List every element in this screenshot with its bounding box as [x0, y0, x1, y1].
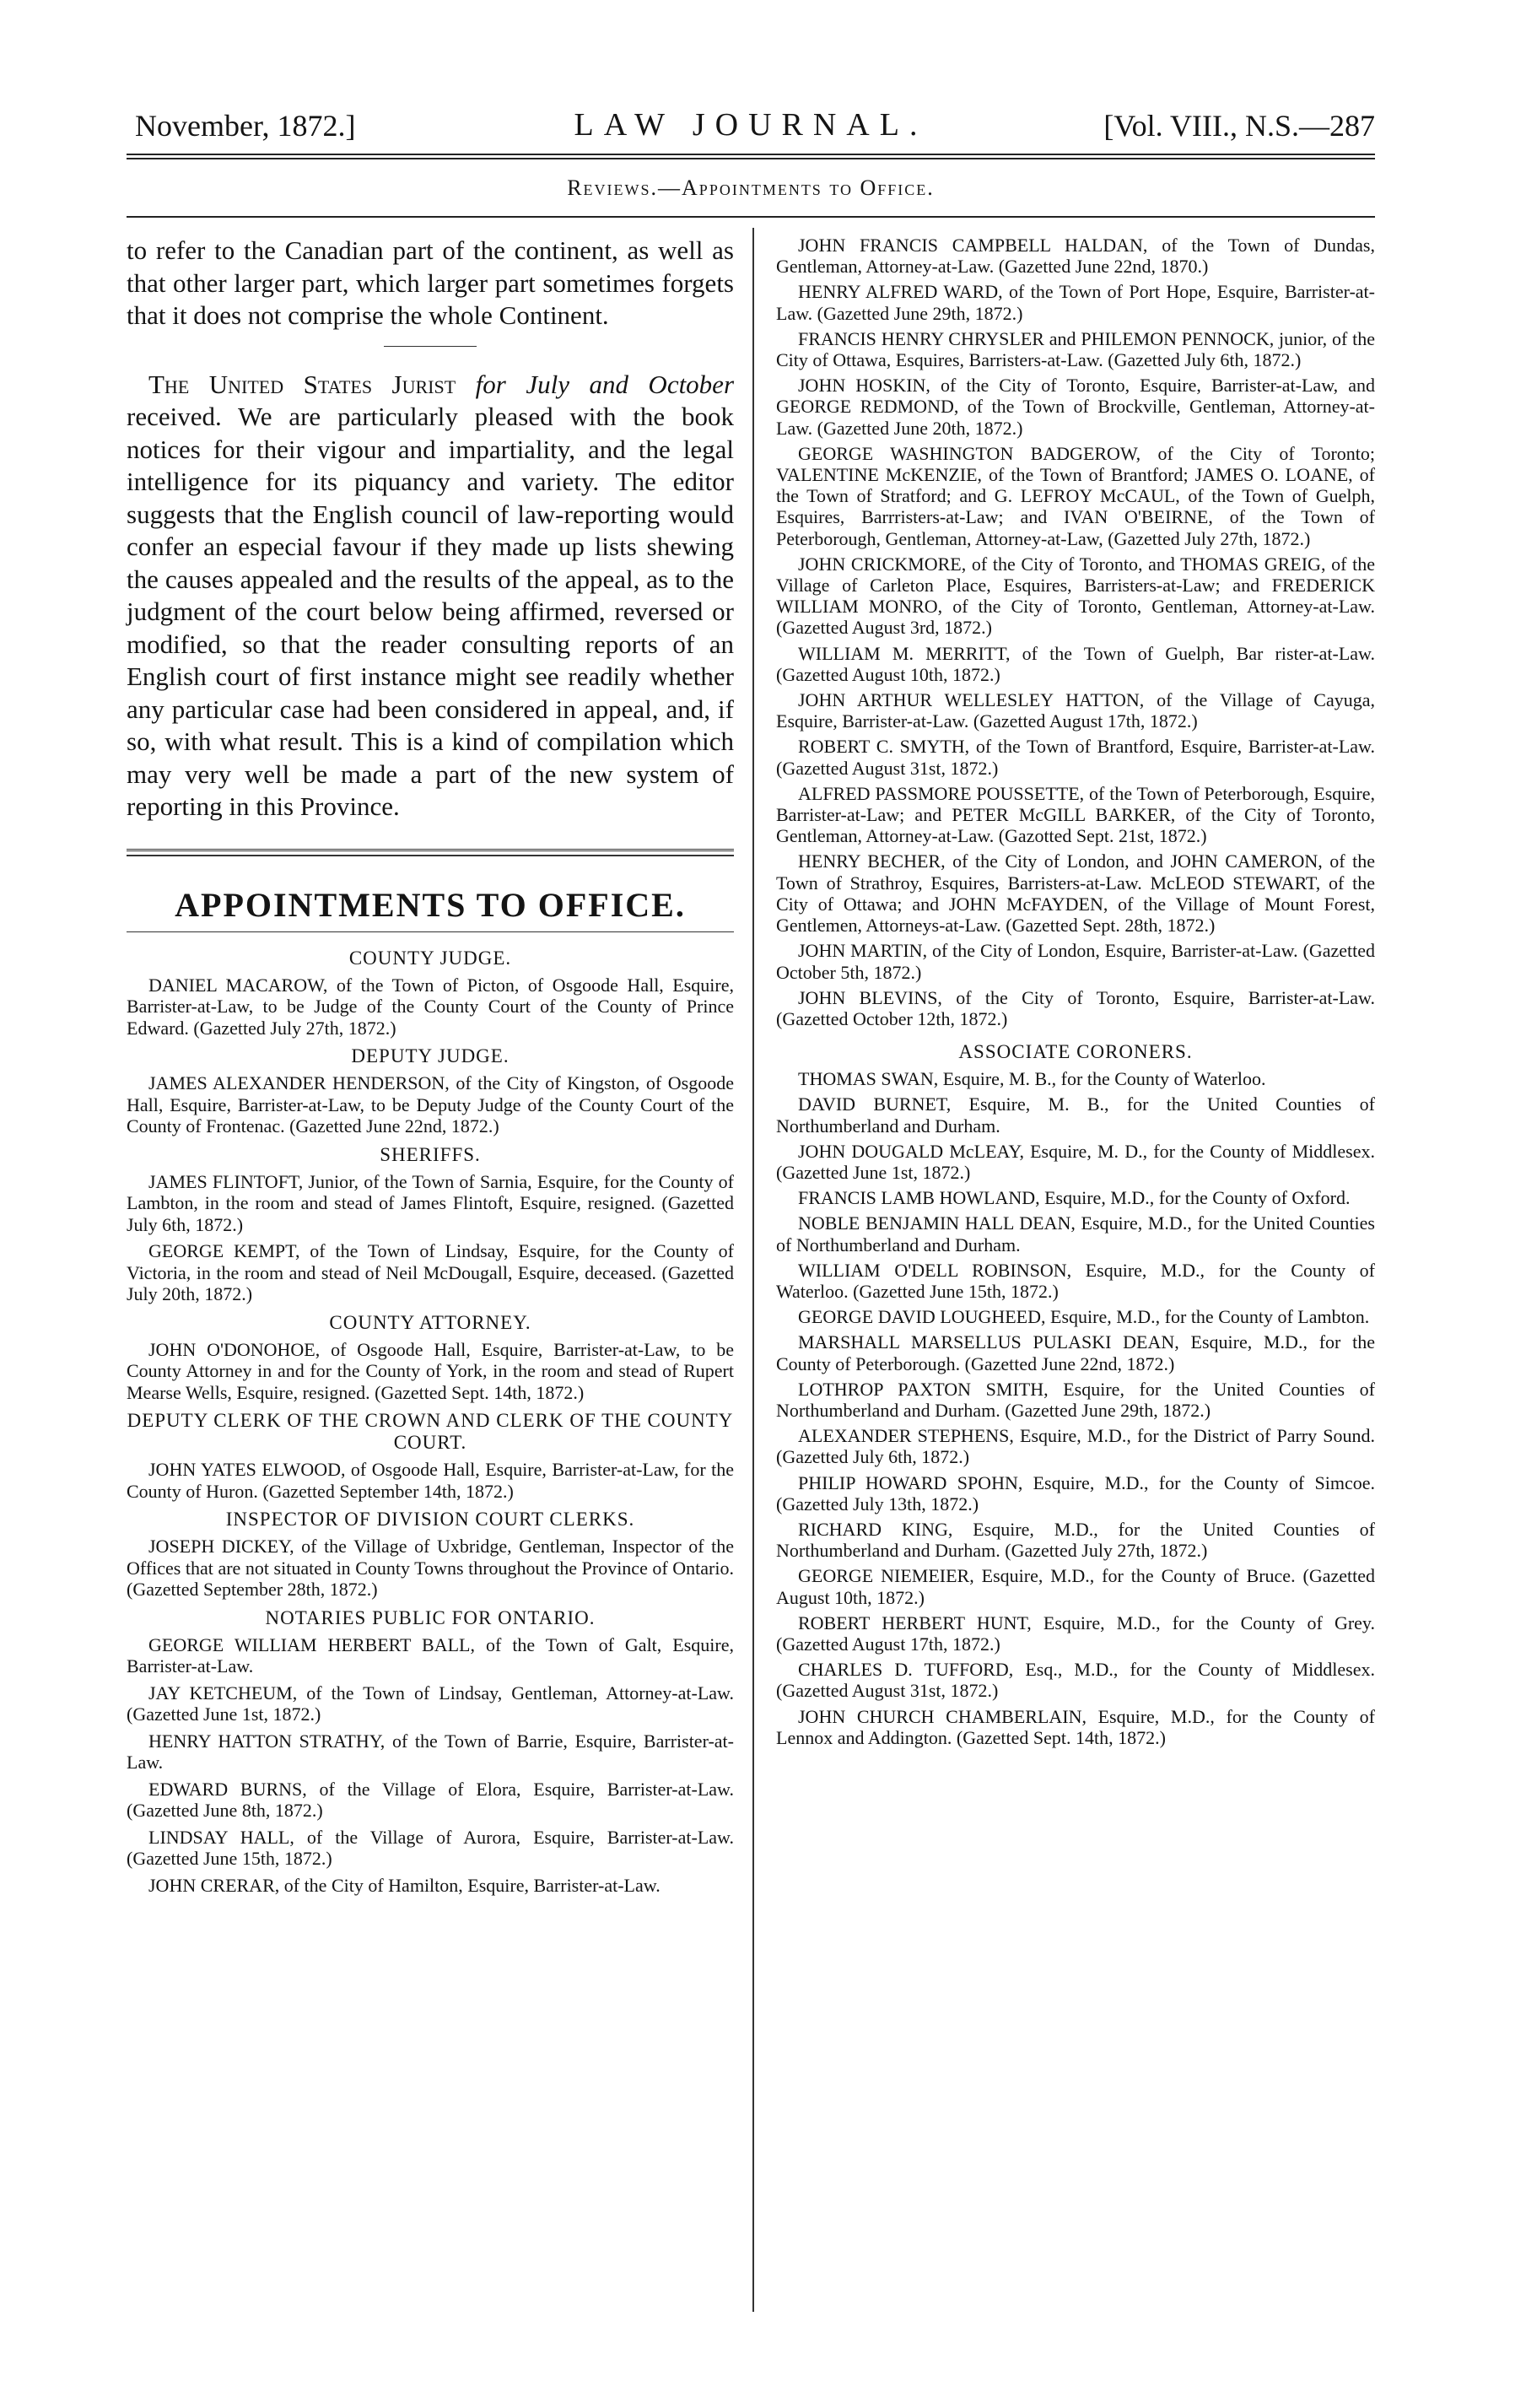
appointment-entry: JAY KETCHEUM, of the Town of Lindsay, Gentleman, Attorney-at-Law. (Gazetted June 1st, 1872.) — [127, 1682, 734, 1725]
coroner-entry: MARSHALL MARSELLUS PULASKI DEAN, Esquire, M.D., for the County of Peterborough. (Gazetted June 22nd, 1872.) — [776, 1331, 1375, 1374]
appointment-heading: NOTARIES PUBLIC FOR ONTARIO. — [265, 1606, 596, 1628]
appointment-entry: DANIEL MACAROW, of the Town of Picton, of Osgoode Hall, Esquire, Barrister-at-Law, to be Judge of the County Court of the County of Prince Edward. (Gazetted July 27th, 1872.) — [127, 974, 734, 1039]
journal-page — [127, 101, 1375, 2362]
coroner-entry: JOHN DOUGALD McLEAY, Esquire, M. D., for the County of Middlesex. (Gazetted June 1st, 1872.) — [776, 1140, 1375, 1183]
coroner-entry: PHILIP HOWARD SPOHN, Esquire, M.D., for the County of Simcoe. (Gazetted July 13th, 1872.) — [776, 1471, 1375, 1514]
header-rule-bottom — [127, 158, 1375, 159]
appointment-entry: JOSEPH DICKEY, of the Village of Uxbridge, Gentleman, Inspector of the Offices that are not situated in County Towns throughout the Province of Ontario. (Gazetted September 28th, 1872.) — [127, 1536, 734, 1600]
coroner-entry: WILLIAM O'DELL ROBINSON, Esquire, M.D., for the County of Waterloo. (Gazetted June 15th, 1872.) — [776, 1259, 1375, 1302]
appointment-entry: JOHN YATES ELWOOD, of Osgoode Hall, Esquire, Barrister-at-Law, for the County of Huron. (Gazetted September 14th, 1872.) — [127, 1459, 734, 1502]
coroner-entry: RICHARD KING, Esquire, M.D., for the United Counties of Northumberland and Durham. (Gazetted July 27th, 1872.) — [776, 1518, 1375, 1562]
coroner-entry: DAVID BURNET, Esquire, M. B., for the United Counties of Northumberland and Durham. — [776, 1093, 1375, 1137]
volume-page-number: [Vol. VIII., N.S.—287 — [1103, 109, 1375, 143]
right-column — [776, 235, 1375, 1752]
notary-entry: HENRY BECHER, of the City of London, and JOHN CAMERON, of the Town of Strathroy, Esquires, Barristers-at-Law. McLEOD STEWART, of the City of Ottawa; and JOHN McFAYDEN, of the Village of Mount Forest, Gentlemen, Attorneys-at-Law. (Gazetted Sept. 28th, 1872.) — [776, 850, 1375, 937]
notary-entry: JOHN ARTHUR WELLESLEY HATTON, of the Village of Cayuga, Esquire, Barrister-at-Law. (Gazetted August 17th, 1872.) — [776, 689, 1375, 732]
notary-entry: ROBERT C. SMYTH, of the Town of Brantford, Esquire, Barrister-at-Law. (Gazetted August 31st, 1872.) — [776, 736, 1375, 779]
appointment-heading: INSPECTOR OF DIVISION COURT CLERKS. — [225, 1509, 635, 1530]
notary-entry: JOHN CRICKMORE, of the City of Toronto, and THOMAS GREIG, of the Village of Carleton Place, Esquires, Barristers-at-Law; and FREDERICK WILLIAM MONRO, of the City of Toronto, Gentleman, Attorney-at-Law. (Gazetted August 3rd, 1872.) — [776, 553, 1375, 639]
section-divider — [127, 849, 734, 856]
section-heading: Reviews.—Appointments to Office. — [567, 175, 935, 200]
coroner-entry: ROBERT HERBERT HUNT, Esquire, M.D., for the County of Grey. (Gazetted August 17th, 1872.) — [776, 1612, 1375, 1655]
running-head — [127, 101, 1375, 152]
appointment-entry: EDWARD BURNS, of the Village of Elora, Esquire, Barrister-at-Law. (Gazetted June 8th, 1872.) — [127, 1778, 734, 1821]
coroner-entry: JOHN CHURCH CHAMBERLAIN, Esquire, M.D., for the County of Lennox and Addington. (Gazetted Sept. 14th, 1872.) — [776, 1705, 1375, 1748]
coroner-entry: GEORGE DAVID LOUGHEED, Esquire, M.D., for the County of Lambton. — [798, 1306, 1370, 1328]
notary-entry: WILLIAM M. MERRITT, of the Town of Guelph, Bar rister-at-Law. (Gazetted August 10th, 1872.) — [776, 642, 1375, 685]
appointment-sections — [127, 948, 734, 1897]
coroner-entry: NOBLE BENJAMIN HALL DEAN, Esquire, M.D., for the United Counties of Northumberland and Durham. — [776, 1212, 1375, 1255]
issue-date: November, 1872.] — [135, 109, 356, 143]
appointment-entry: JAMES ALEXANDER HENDERSON, of the City of Kingston, of Osgoode Hall, Esquire, Barrister-at-Law, to be Deputy Judge of the County Court of the County of Frontenac. (Gazetted June 22nd, 1872.) — [127, 1072, 734, 1137]
jurist-review-paragraph — [127, 369, 734, 823]
coroners-list — [776, 1068, 1375, 1748]
jurist-issue: for July and October — [475, 369, 735, 399]
coroner-entry: THOMAS SWAN, Esquire, M. B., for the County of Waterloo. — [798, 1068, 1266, 1090]
jurist-title: The United States Jurist — [148, 369, 456, 399]
title-rule — [127, 931, 734, 932]
appointment-entry: JAMES FLINTOFT, Junior, of the Town of Sarnia, Esquire, for the County of Lambton, in the room and stead of James Flintoft, Esquire, resigned. (Gazetted July 6th, 1872.) — [127, 1170, 734, 1235]
jurist-review-text: received. We are particularly pleased with the book notices for their vigour and impartiality, and the legal intelligence for its piquancy and variety. The editor suggests that the English council of law-reporting would confer an especial favour if they made up lists shewing the causes appealed and the results of the appeal, as to the judgment of the court below being affirmed, reversed or modified, so that the reader consulting reports of an English court of first instance might see readily whether any particular case had been considered in appeal, and, if so, with what result. This is a kind of compilation which may very well be made a part of the new system of reporting in this Province. — [127, 402, 734, 821]
notary-entry: JOHN HOSKIN, of the City of Toronto, Esquire, Barrister-at-Law, and GEORGE REDMOND, of the Town of Brockville, Gentleman, Attorney-at-Law. (Gazetted June 20th, 1872.) — [776, 375, 1375, 439]
appointment-heading: COUNTY JUDGE. — [348, 947, 512, 969]
appointment-entry: GEORGE WILLIAM HERBERT BALL, of the Town of Galt, Esquire, Barrister-at-Law. — [127, 1633, 734, 1676]
appointment-entry: GEORGE KEMPT, of the Town of Lindsay, Esquire, for the County of Victoria, in the room and stead of Neil McDougall, Esquire, deceased. (Gazetted July 20th, 1872.) — [127, 1240, 734, 1304]
coroner-entry: LOTHROP PAXTON SMITH, Esquire, for the United Counties of Northumberland and Durham. (Gazetted June 29th, 1872.) — [776, 1378, 1375, 1421]
appointment-heading: DEPUTY CLERK OF THE CROWN AND CLERK OF THE COUNTY COURT. — [127, 1410, 734, 1453]
appointment-entry: JOHN CRERAR, of the City of Hamilton, Esquire, Barrister-at-Law. — [148, 1874, 661, 1896]
coroner-entry: FRANCIS LAMB HOWLAND, Esquire, M.D., for the County of Oxford. — [798, 1187, 1351, 1209]
notaries-continued — [776, 235, 1375, 1029]
coroner-entry: ALEXANDER STEPHENS, Esquire, M.D., for the District of Parry Sound. (Gazetted July 6th, 1872.) — [776, 1425, 1375, 1468]
notary-entry: FRANCIS HENRY CHRYSLER and PHILEMON PENNOCK, junior, of the City of Ottawa, Esquires, Barristers-at-Law. (Gazetted July 6th, 1872.) — [776, 327, 1375, 371]
appointment-heading: DEPUTY JUDGE. — [351, 1045, 510, 1066]
review-paragraph: to refer to the Canadian part of the continent, as well as that other larger part, which larger part sometimes forgets that it does not comprise the whole Continent. — [127, 235, 734, 330]
left-column — [127, 235, 734, 1901]
notary-entry: HENRY ALFRED WARD, of the Town of Port Hope, Esquire, Barrister-at-Law. (Gazetted June 29th, 1872.) — [776, 281, 1375, 324]
appointment-heading: COUNTY ATTORNEY. — [329, 1311, 531, 1333]
notary-entry: JOHN BLEVINS, of the City of Toronto, Esquire, Barrister-at-Law. (Gazetted October 12th, 1872.) — [776, 986, 1375, 1029]
appointments-title: APPOINTMENTS TO OFFICE. — [175, 885, 686, 924]
journal-title: LAW JOURNAL. — [574, 107, 928, 143]
notary-entry: ALFRED PASSMORE POUSSETTE, of the Town of Peterborough, Esquire, Barrister-at-Law; and PETER McGILL BARKER, of the City of Toronto, Gentleman, Attorney-at-Law. (Gazotted Sept. 21st, 1872.) — [776, 782, 1375, 847]
appointment-entry: LINDSAY HALL, of the Village of Aurora, Esquire, Barrister-at-Law. (Gazetted June 15th, 1872.) — [127, 1826, 734, 1869]
appointment-entry: HENRY HATTON STRATHY, of the Town of Barrie, Esquire, Barrister-at-Law. — [127, 1730, 734, 1773]
appointment-heading: SHERIFFS. — [380, 1143, 481, 1165]
appointment-entry: JOHN O'DONOHOE, of Osgoode Hall, Esquire, Barrister-at-Law, to be County Attorney in and for the County of York, in the room and stead of Rupert Mearse Wells, Esquire, resigned. (Gazetted Sept. 14th, 1872.) — [127, 1338, 734, 1403]
notary-entry: JOHN FRANCIS CAMPBELL HALDAN, of the Town of Dundas, Gentleman, Attorney-at-Law. (Gazetted June 22nd, 1870.) — [776, 235, 1375, 278]
coroners-heading: ASSOCIATE CORONERS. — [958, 1041, 1193, 1063]
notary-entry: JOHN MARTIN, of the City of London, Esquire, Barrister-at-Law. (Gazetted October 5th, 1872.) — [776, 940, 1375, 983]
header-rule-top — [127, 154, 1375, 155]
notary-entry: GEORGE WASHINGTON BADGEROW, of the City of Toronto; VALENTINE McKENZIE, of the Town of Brantford; JAMES O. LOANE, of the Town of Stratford; and G. LEFROY McCAUL, of the Town of Guelph, Esquires, Barrristers-at-Law; and IVAN O'BEIRNE, of the Town of Peterborough, Gentleman, Attorney-at-Law, (Gazetted July 27th, 1872.) — [776, 442, 1375, 549]
column-divider — [752, 228, 754, 2312]
coroner-entry: CHARLES D. TUFFORD, Esq., M.D., for the County of Middlesex. (Gazetted August 31st, 1872.) — [776, 1659, 1375, 1702]
section-rule — [127, 216, 1375, 218]
coroner-entry: GEORGE NIEMEIER, Esquire, M.D., for the County of Bruce. (Gazetted August 10th, 1872.) — [776, 1565, 1375, 1608]
short-divider — [384, 346, 477, 347]
